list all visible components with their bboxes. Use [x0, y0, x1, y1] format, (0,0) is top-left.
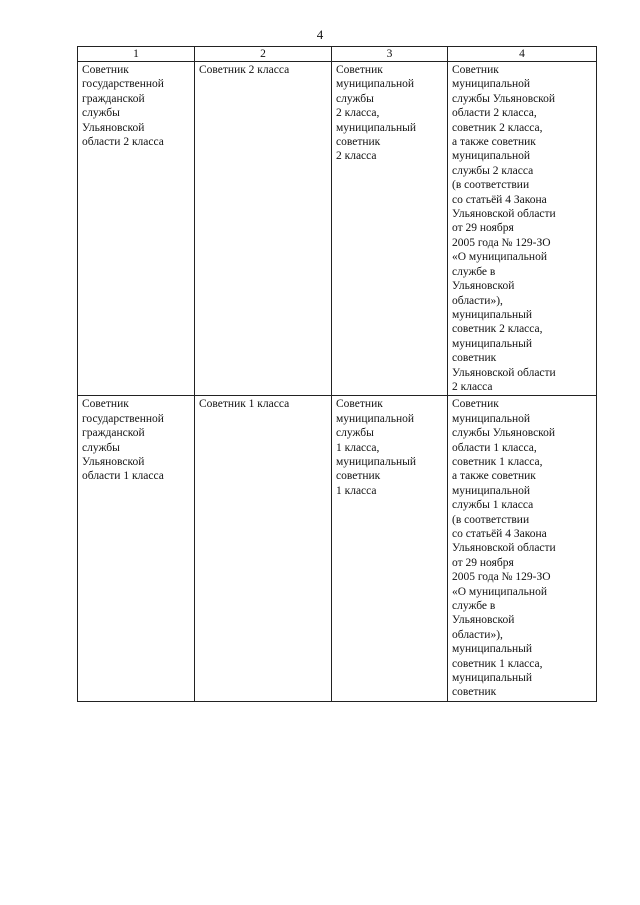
cell-line: муниципальный — [452, 308, 533, 321]
column-header-2: 2 — [195, 47, 332, 62]
cell-line: Советник — [452, 398, 499, 411]
cell-line: со статьёй 4 Закона — [452, 528, 547, 540]
cell-line: Ульяновской — [82, 455, 145, 468]
cell-line: «О муниципальной — [452, 585, 547, 598]
table-row — [78, 396, 597, 702]
cell-line: службы 2 класса — [452, 164, 534, 177]
cell-line: 2 класса, — [336, 107, 380, 120]
civil-service-rank-cell — [78, 396, 195, 702]
municipal-rank-cell — [332, 396, 448, 702]
cell-line: советник 2 класса, — [452, 121, 543, 134]
cell-line: муниципальной — [336, 78, 415, 91]
cell-line: государственной — [82, 412, 164, 425]
column-header-1: 1 — [78, 47, 195, 62]
cell-line: области 1 класса — [82, 470, 164, 483]
cell-line: советник 1 класса, — [452, 455, 543, 468]
cell-line: муниципальный — [452, 337, 533, 350]
cell-line: Ульяновской области — [452, 542, 556, 555]
cell-line: муниципальный — [336, 455, 417, 468]
cell-line: 2 класса — [452, 380, 493, 393]
cell-line: советник — [452, 352, 497, 365]
cell-line: муниципальной — [452, 412, 531, 425]
cell-line: службы — [336, 427, 374, 440]
cell-line: 2005 года № 129-ЗО — [452, 236, 551, 249]
cell-line: муниципальной — [452, 78, 531, 91]
cell-line: со статьёй 4 Закона — [452, 193, 547, 206]
cell-line: области 2 класса, — [452, 107, 537, 120]
cell-line: гражданской — [82, 427, 145, 440]
cell-line: Ульяновской — [452, 614, 515, 627]
cell-line: (в соответствии — [452, 513, 530, 526]
cell-line: муниципальный — [452, 643, 533, 656]
cell-line: гражданской — [82, 92, 145, 105]
cell-line: а также советник — [452, 470, 536, 483]
cell-line: службы — [336, 92, 374, 105]
cell-line: области»), — [452, 628, 503, 641]
cell-line: области 1 класса, — [452, 441, 537, 454]
cell-line: муниципальный — [452, 672, 533, 685]
cell-line: советник 2 класса, — [452, 323, 543, 336]
page-number: 4 — [316, 27, 324, 42]
civil-service-rank-cell — [78, 62, 195, 396]
cell-line: Советник — [452, 64, 499, 76]
cell-line: службе в — [452, 265, 496, 278]
table-header-row — [78, 47, 597, 62]
cell-line: службы Ульяновской — [452, 427, 556, 440]
cell-line: муниципальной — [452, 484, 531, 497]
cell-line: 1 класса — [336, 484, 377, 497]
cell-line: Ульяновской — [452, 280, 515, 293]
equivalent-ranks-cell — [448, 62, 597, 396]
cell-line: Советник — [82, 64, 129, 76]
cell-line: Советник 2 класса — [199, 64, 290, 76]
cell-line: службе в — [452, 600, 496, 613]
cell-line: муниципальной — [336, 412, 415, 425]
cell-line: Советник — [82, 398, 129, 411]
class-rank-cell — [195, 396, 332, 702]
cell-line: а также советник — [452, 136, 536, 149]
cell-line: Ульяновской — [82, 121, 145, 134]
cell-line: 2 класса — [336, 150, 377, 163]
cell-line: службы Ульяновской — [452, 92, 556, 105]
cell-line: службы 1 класса — [452, 499, 534, 512]
equivalent-ranks-cell — [448, 396, 597, 702]
cell-line: службы — [82, 107, 120, 120]
cell-line: государственной — [82, 78, 164, 91]
cell-line: от 29 ноября — [452, 556, 514, 569]
cell-line: Советник — [336, 398, 383, 411]
document-table — [77, 46, 597, 702]
cell-line: «О муниципальной — [452, 251, 547, 264]
cell-line: Советник 1 класса — [199, 398, 290, 411]
cell-line: от 29 ноября — [452, 222, 514, 235]
table-row — [78, 62, 597, 396]
cell-line: муниципальный — [336, 121, 417, 134]
class-rank-cell — [195, 62, 332, 396]
cell-line: муниципальной — [452, 150, 531, 163]
cell-line: советник — [336, 136, 381, 149]
cell-line: советник 1 класса, — [452, 657, 543, 670]
cell-line: советник — [336, 470, 381, 483]
cell-line: 2005 года № 129-ЗО — [452, 571, 551, 584]
cell-line: службы — [82, 441, 120, 454]
cell-line: 1 класса, — [336, 441, 380, 454]
column-header-3: 3 — [332, 47, 448, 62]
cell-line: области»), — [452, 294, 503, 307]
column-header-4: 4 — [448, 47, 597, 62]
cell-line: области 2 класса — [82, 136, 164, 149]
municipal-rank-cell — [332, 62, 448, 396]
cell-line: Советник — [336, 64, 383, 76]
cell-line: (в соответствии — [452, 179, 530, 192]
cell-line: советник — [452, 686, 497, 699]
cell-line: Ульяновской области — [452, 366, 556, 379]
cell-line: Ульяновской области — [452, 208, 556, 221]
